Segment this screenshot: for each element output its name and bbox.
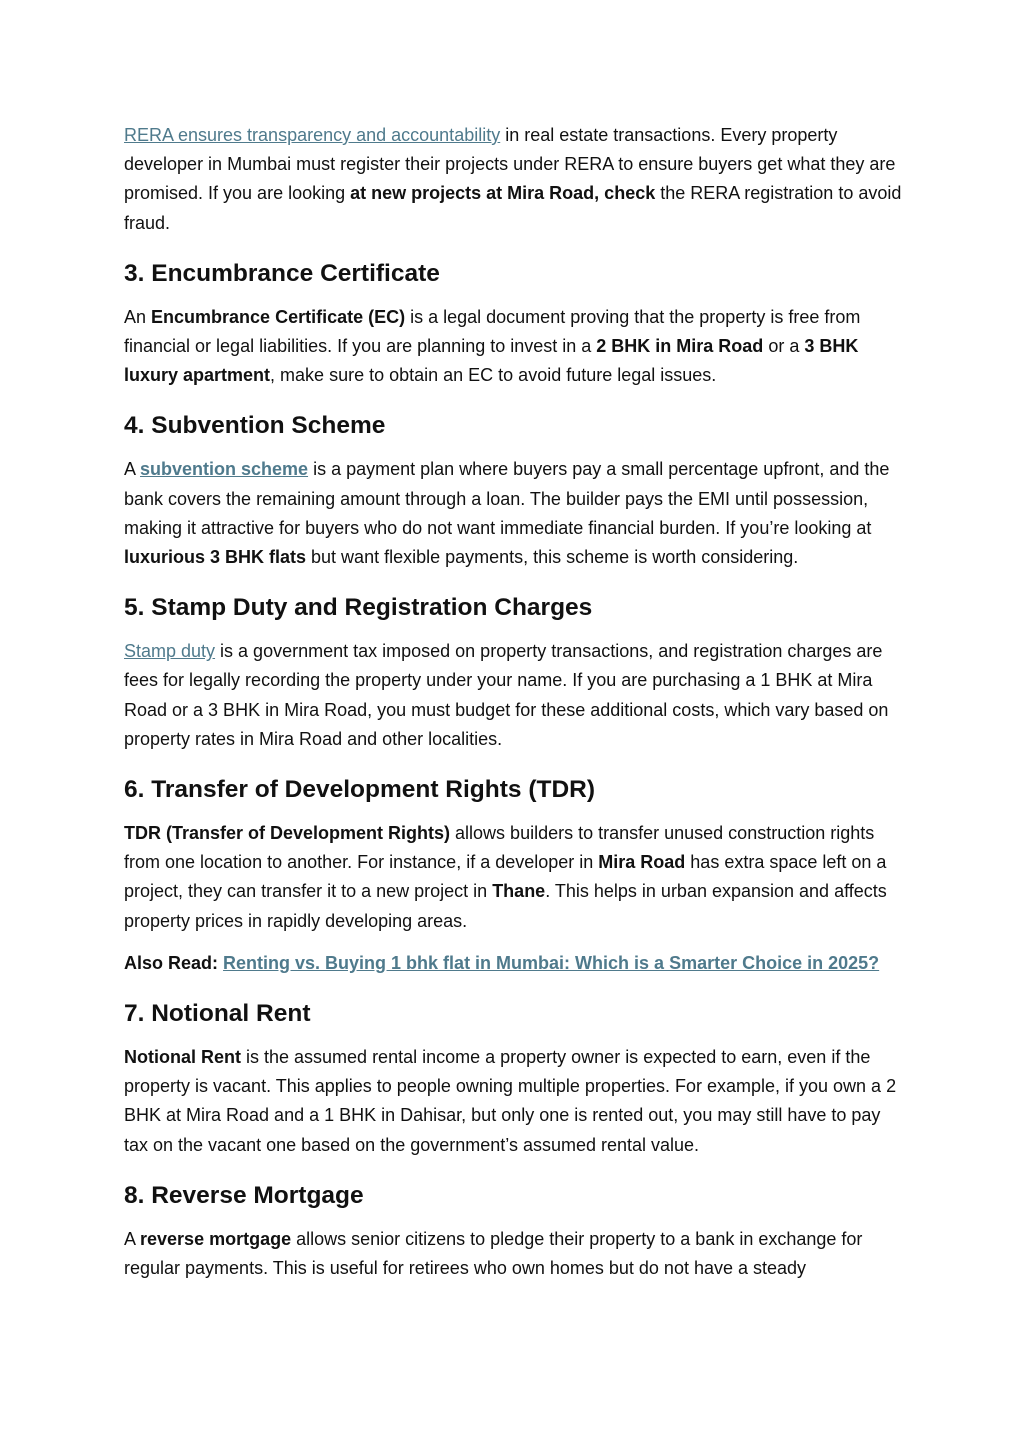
heading-tdr: 6. Transfer of Development Rights (TDR) [124,776,596,804]
subvention-paragraph: A subvention scheme is a payment plan where buyers pay a small percentage upfront, and the bank covers the remaining amount through a loan. The builder pays the EMI until possession, making it attractive for buyers who do not want immediate financial burden. If you’re looking at luxurious 3 BHK flats but want flexible payments, this scheme is worth considering. [124,459,890,568]
notional-rent-paragraph: Notional Rent is the assumed rental income a property owner is expected to earn, even if the property is vacant. This applies to people owning multiple properties. For example, if you own a 2 BHK at Mira Road and a 1 BHK in Dahisar, but only one is rented out, you may still have to pay tax on the vacant one based on the government’s assumed rental value. [124,1047,897,1155]
document-page [124,121,904,1283]
tdr-paragraph: TDR (Transfer of Development Rights) allows builders to transfer unused construction rights from one location to another. For instance, if a developer in Mira Road has extra space left on a project, they can transfer it to a new project in Thane. This helps in urban expansion and affects property prices in rapidly developing areas. [124,823,887,931]
stamp-duty-paragraph: Stamp duty is a government tax imposed on property transactions, and registration charges are fees for legally recording the property under your name. If you are purchasing a 1 BHK at Mira Road or a 3 BHK in Mira Road, you must budget for these additional costs, which vary based on property rates in Mira Road and other localities. [124,641,889,749]
heading-subvention-scheme: 4. Subvention Scheme [124,412,386,440]
rera-paragraph: RERA ensures transparency and accountability in real estate transactions. Every property developer in Mumbai must register their projects under RERA to ensure buyers get what they are promised. If you are looking at new projects at Mira Road, check the RERA registration to avoid fraud. [124,125,902,233]
also-read-paragraph [124,949,904,978]
heading-reverse-mortgage: 8. Reverse Mortgage [124,1181,364,1209]
heading-encumbrance-certificate: 3. Encumbrance Certificate [124,259,440,287]
subvention-scheme-link[interactable]: subvention scheme [140,459,309,480]
stamp-duty-link[interactable]: Stamp duty [124,641,216,662]
reverse-mortgage-paragraph: A reverse mortgage allows senior citizens to pledge their property to a bank in exchange for regular payments. This is useful for retirees who own homes but do not have a steady [124,1228,863,1279]
rera-link[interactable]: RERA ensures transparency and accountability [124,125,501,145]
also-read-link[interactable]: Renting vs. Buying 1 bhk flat in Mumbai: Which is a Smarter Choice in 2025? [223,952,880,973]
heading-notional-rent: 7. Notional Rent [124,1000,311,1028]
heading-stamp-duty: 5. Stamp Duty and Registration Charges [124,594,593,622]
encumbrance-paragraph: An Encumbrance Certificate (EC) is a legal document proving that the property is free from financial or legal liabilities. If you are planning to invest in a 2 BHK in Mira Road or a 3 BHK luxury apartment, make sure to obtain an EC to avoid future legal issues. [124,306,861,386]
also-read-label: Also Read: [124,952,224,973]
